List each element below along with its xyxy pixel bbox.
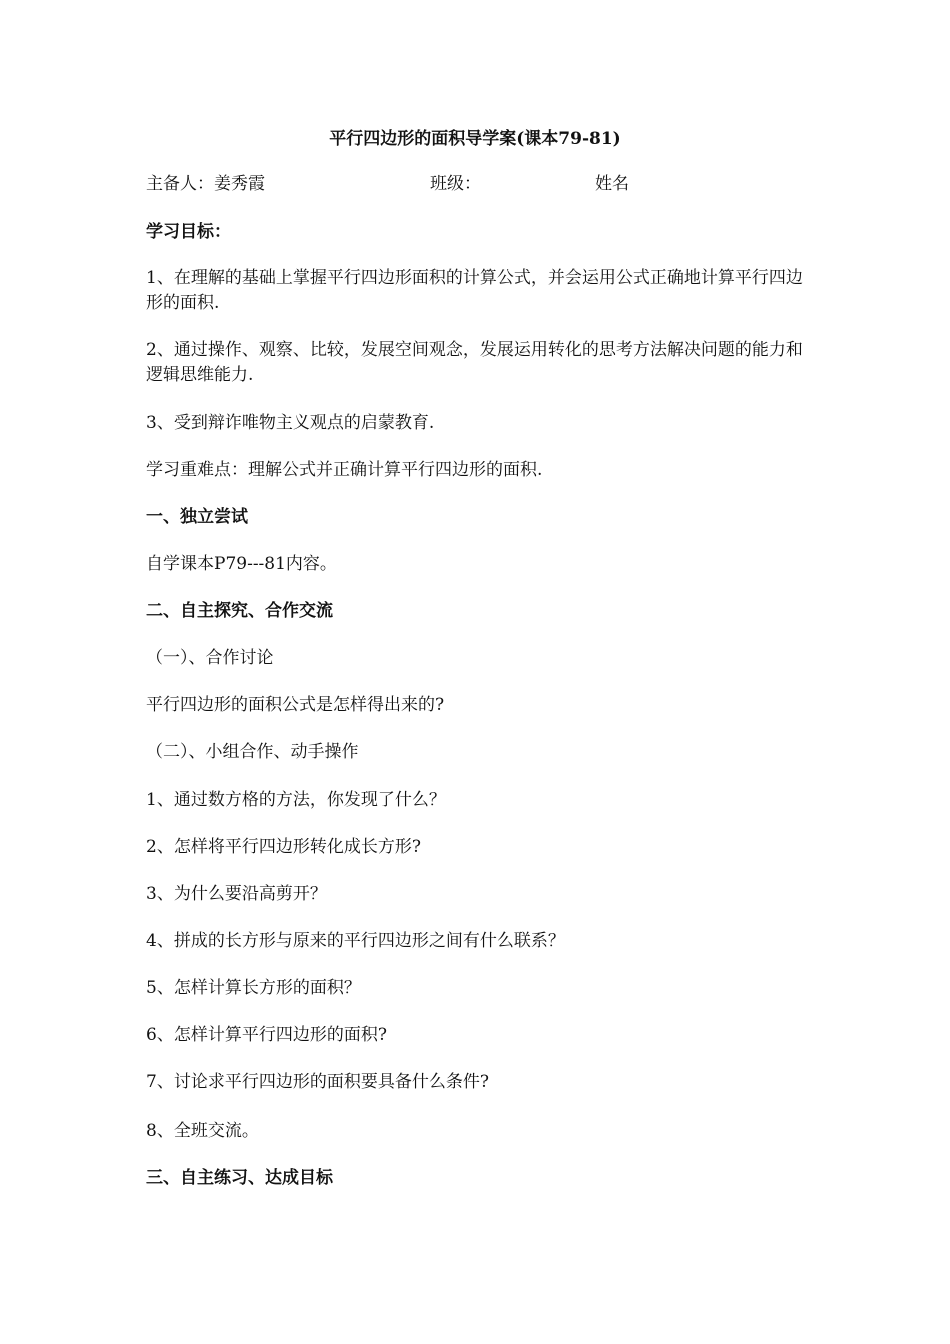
section1-heading: 一、独立尝试 <box>146 507 248 527</box>
list-item: 5、怎样计算长方形的面积？ <box>146 978 361 998</box>
section2-question: 平行四边形的面积公式是怎样得出来的? <box>146 695 445 715</box>
preparer-label: 主备人：姜秀霞 <box>146 174 265 194</box>
list-item: 2、怎样将平行四边形转化成长方形? <box>146 837 421 857</box>
section3-heading: 三、自主练习、达成目标 <box>146 1168 333 1188</box>
objectives-heading: 学习目标： <box>146 222 231 242</box>
objective-item-1: 1、在理解的基础上掌握平行四边形面积的计算公式，并会运用公式正确地计算平行四边形的面积. <box>146 268 803 313</box>
list-item: 4、拼成的长方形与原来的平行四边形之间有什么联系？ <box>146 931 565 951</box>
class-label: 班级： <box>430 174 481 194</box>
key-points: 学习重难点：理解公式并正确计算平行四边形的面积. <box>146 460 543 480</box>
section1-text: 自学课本P79---81内容。 <box>146 554 337 574</box>
list-item: 6、怎样计算平行四边形的面积? <box>146 1025 387 1045</box>
objective-item-2: 2、通过操作、观察、比较，发展空间观念，发展运用转化的思考方法解决问题的能力和逻辑思维能力. <box>146 340 803 385</box>
name-label: 姓名 <box>595 174 629 194</box>
list-item: 7、讨论求平行四边形的面积要具备什么条件? <box>146 1072 489 1092</box>
objective-item-3: 3、受到辩诈唯物主义观点的启蒙教育. <box>146 413 435 433</box>
section2-sub2: （二）、小组合作、动手操作 <box>146 742 359 762</box>
meta-row <box>146 172 816 196</box>
section2-sub1: （一）、合作讨论 <box>146 648 274 668</box>
section2-heading: 二、自主探究、合作交流 <box>146 601 333 621</box>
list-item: 3、为什么要沿高剪开？ <box>146 884 327 904</box>
list-item: 8、全班交流。 <box>146 1121 259 1141</box>
list-item: 1、通过数方格的方法，你发现了什么？ <box>146 790 446 810</box>
document-title: 平行四边形的面积导学案(课本79-81) <box>329 129 621 149</box>
